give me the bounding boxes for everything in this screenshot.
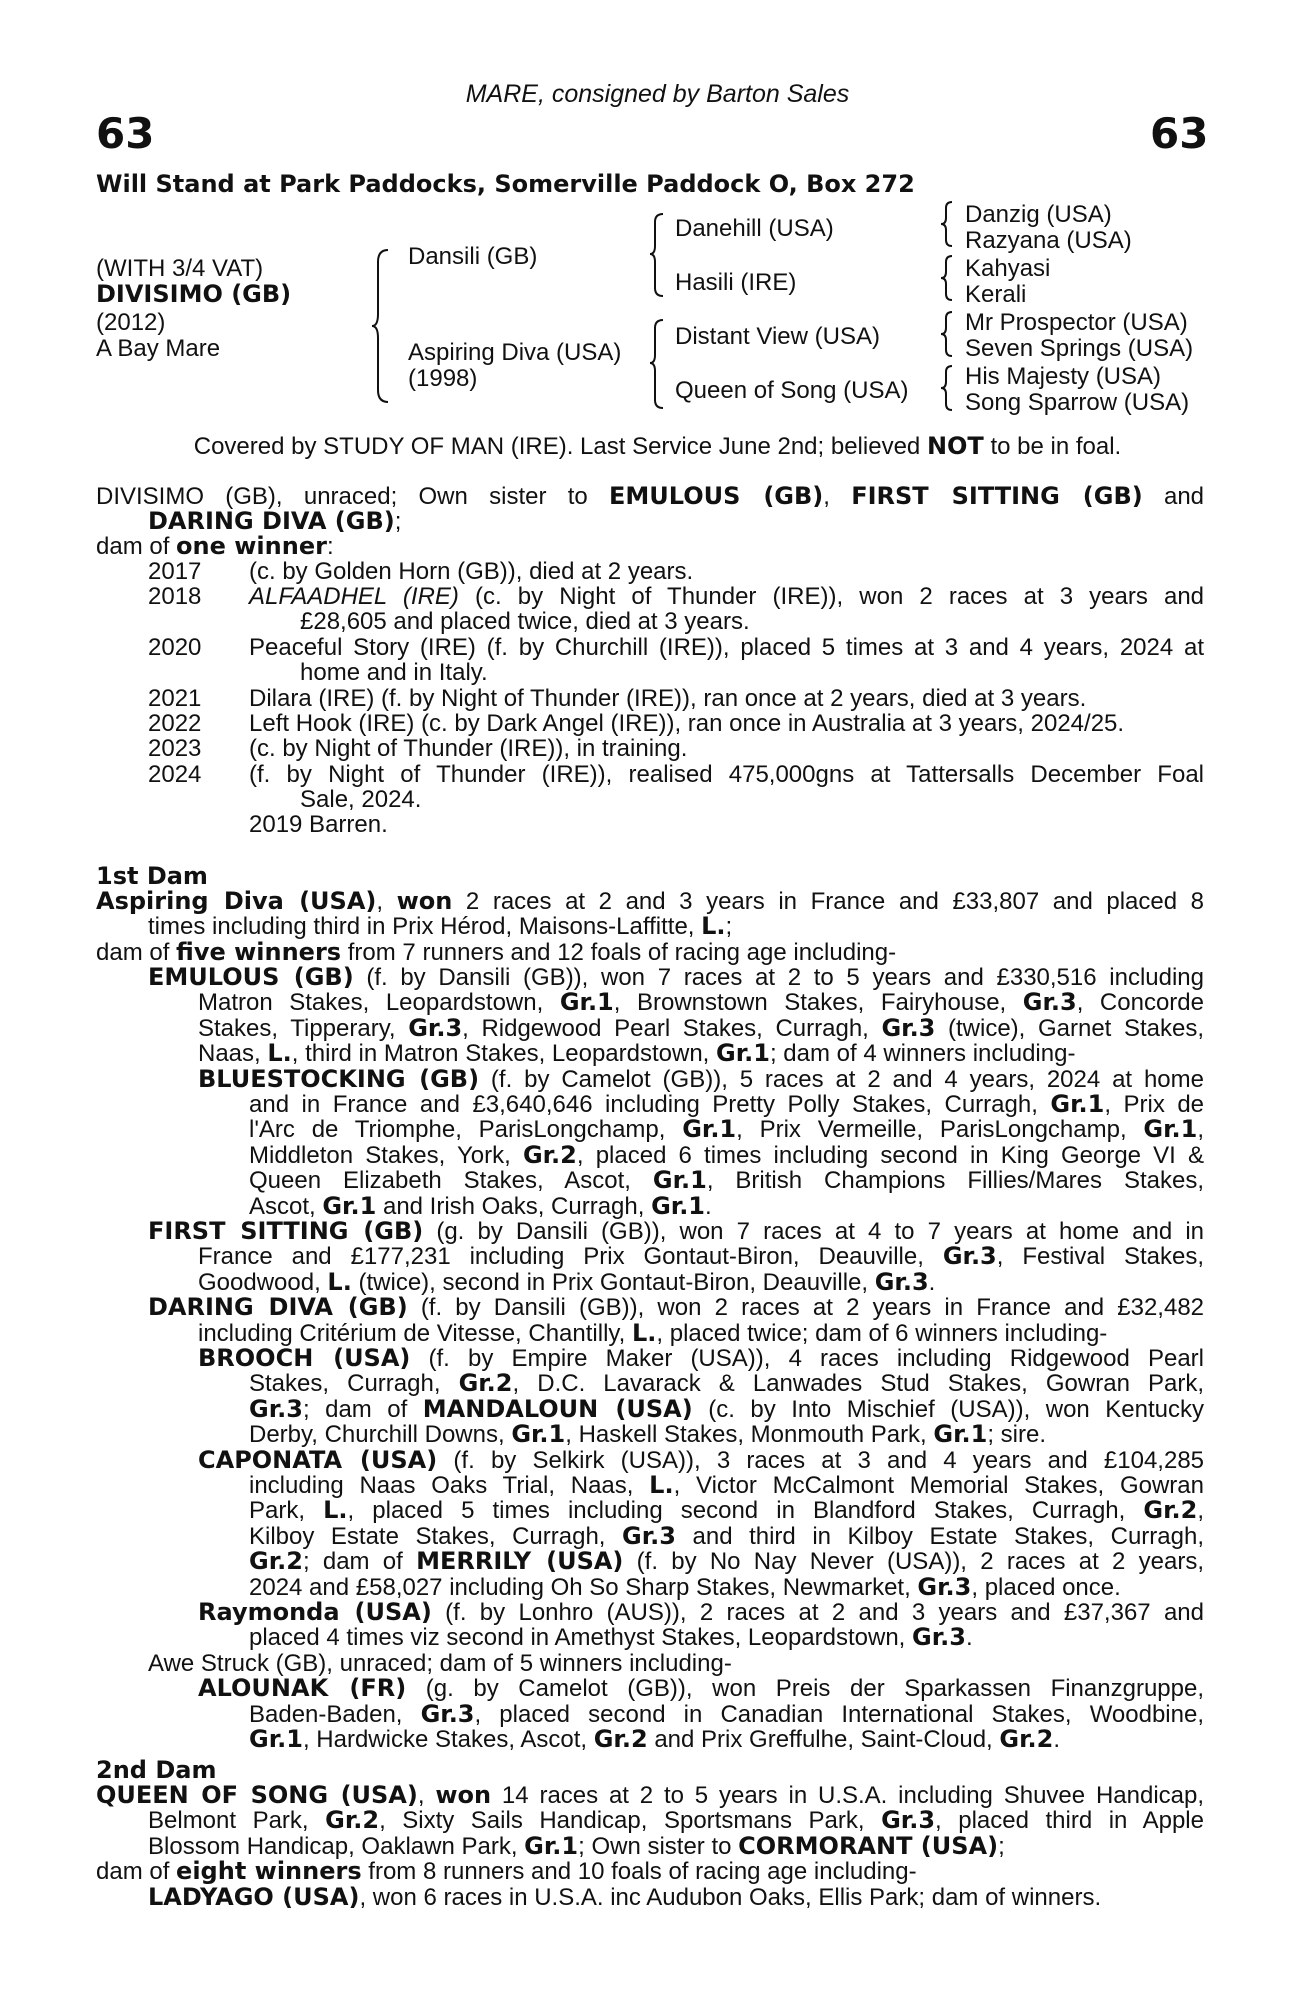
caponata-line-6: 2024 and £58,027 including Oh So Sharp Stakes, Newmarket, Gr.3, placed once.	[249, 1573, 1121, 1601]
raymonda-line-1: Raymonda (USA) (f. by Lonhro (AUS)), 2 races at 2 and 3 years and £37,367 and	[198, 1598, 1204, 1626]
horse-summary-line-2: DARING DIVA (GB);	[148, 507, 402, 535]
produce-entry-continued: Sale, 2024.	[300, 786, 422, 813]
pedigree-brace-main	[370, 248, 392, 404]
brooch-line-3: Gr.3; dam of MANDALOUN (USA) (c. by Into Mischief (USA)), won Kentucky	[249, 1395, 1204, 1423]
caponata-line-4: Kilboy Estate Stakes, Curragh, Gr.3 and third in Kilboy Estate Stakes, Curragh,	[249, 1522, 1205, 1550]
caponata-line-5: Gr.2; dam of MERRILY (USA) (f. by No Nay Never (USA)), 2 races at 2 years,	[249, 1547, 1204, 1575]
pedigree-brace-g4	[940, 364, 956, 412]
pedigree-g8: Song Sparrow (USA)	[965, 389, 1190, 416]
first-sitting-line-1: FIRST SITTING (GB) (g. by Dansili (GB)), won 7 races at 4 to 7 years at home and in	[148, 1217, 1204, 1245]
produce-entry-continued: home and in Italy.	[300, 659, 488, 686]
first-dam-line-1: Aspiring Diva (USA), won 2 races at 2 and 3 years in France and £33,807 and placed 8	[96, 887, 1204, 915]
produce-year: 2023	[148, 735, 202, 762]
second-dam-line-3: Blossom Handicap, Oaklawn Park, Gr.1; Own sister to CORMORANT (USA);	[148, 1832, 1005, 1860]
pedigree-sire-dam: Hasili (IRE)	[675, 269, 797, 296]
produce-year: 2017	[148, 558, 202, 585]
bluestocking-line-2: and in France and £3,640,646 including Pretty Polly Stakes, Curragh, Gr.1, Prix de	[249, 1090, 1205, 1118]
caponata-line-2: including Naas Oaks Trial, Naas, L., Victor McCalmont Memorial Stakes, Gowran	[249, 1471, 1204, 1499]
pedigree-g5: Mr Prospector (USA)	[965, 309, 1188, 336]
alounak-line-3: Gr.1, Hardwicke Stakes, Ascot, Gr.2 and Prix Greffulhe, Saint-Cloud, Gr.2.	[249, 1725, 1061, 1753]
caponata-line-3: Park, L., placed 5 times including second in Blandford Stakes, Curragh, Gr.2,	[249, 1496, 1205, 1524]
first-dam-heading: 1st Dam	[96, 862, 208, 890]
second-dam-heading: 2nd Dam	[96, 1756, 217, 1784]
lot-number-left: 63	[96, 109, 155, 158]
horse-summary-line-3: dam of one winner:	[96, 532, 334, 560]
second-dam-line-1: QUEEN OF SONG (USA), won 14 races at 2 to 5 years in U.S.A. including Shuvee Handicap,	[96, 1781, 1205, 1809]
pedigree-g3: Kahyasi	[965, 255, 1051, 282]
emulous-line-1: EMULOUS (GB) (f. by Dansili (GB)), won 7 races at 2 to 5 years and £330,516 including	[148, 963, 1204, 991]
produce-entry-continued: £28,605 and placed twice, died at 3 years.	[300, 608, 750, 635]
produce-year: 2020	[148, 634, 202, 661]
produce-entry: (c. by Night of Thunder (IRE)), in training.	[249, 735, 688, 762]
covering-note: Covered by STUDY OF MAN (IRE). Last Service June 2nd; believed NOT to be in foal.	[193, 432, 1122, 460]
bluestocking-line-1: BLUESTOCKING (GB) (f. by Camelot (GB)), 5 races at 2 and 4 years, 2024 at home	[198, 1065, 1204, 1093]
produce-entry: ALFAADHEL (IRE) (c. by Night of Thunder (IRE)), won 2 races at 3 years and	[249, 583, 1205, 610]
pedigree-brace-g1	[940, 200, 956, 248]
pedigree-g6: Seven Springs (USA)	[965, 335, 1194, 362]
pedigree-brace-sire	[649, 212, 667, 298]
pedigree-g2: Razyana (USA)	[965, 227, 1132, 254]
pedigree-sire: Dansili (GB)	[408, 243, 538, 270]
sale-subtitle: MARE, consigned by Barton Sales	[465, 80, 850, 108]
lot-number-right: 63	[1150, 109, 1209, 158]
pedigree-g4: Kerali	[965, 281, 1027, 308]
pedigree-dam: Aspiring Diva (USA)	[408, 339, 622, 366]
vat-note: (WITH 3/4 VAT)	[96, 255, 264, 282]
bluestocking-line-4: Middleton Stakes, York, Gr.2, placed 6 times including second in King George VI &	[249, 1141, 1205, 1169]
produce-year: 2024	[148, 761, 202, 788]
pedigree-dam-sire: Distant View (USA)	[675, 323, 880, 350]
horse-description: A Bay Mare	[96, 335, 221, 362]
produce-entry: Left Hook (IRE) (c. by Dark Angel (IRE)), ran once in Australia at 3 years, 2024/25.	[249, 710, 1125, 737]
raymonda-line-2: placed 4 times viz second in Amethyst Stakes, Leopardstown, Gr.3.	[249, 1623, 973, 1651]
produce-year: 2022	[148, 710, 202, 737]
produce-year: 2021	[148, 685, 202, 712]
second-dam-line-5: LADYAGO (USA), won 6 races in U.S.A. inc Audubon Oaks, Ellis Park; dam of winners.	[148, 1883, 1102, 1911]
pedigree-g1: Danzig (USA)	[965, 201, 1112, 228]
awe-struck-line: Awe Struck (GB), unraced; dam of 5 winners including-	[148, 1650, 732, 1677]
horse-summary-line-1: DIVISIMO (GB), unraced; Own sister to EMULOUS (GB), FIRST SITTING (GB) and	[96, 482, 1205, 510]
pedigree-dam-year: (1998)	[408, 365, 478, 392]
first-dam-line-2: times including third in Prix Hérod, Maisons-Laffitte, L.;	[148, 912, 733, 940]
emulous-line-4: Naas, L., third in Matron Stakes, Leopardstown, Gr.1; dam of 4 winners including-	[198, 1039, 1076, 1067]
stabling-location: Will Stand at Park Paddocks, Somerville Paddock O, Box 272	[96, 170, 915, 198]
bluestocking-line-5: Queen Elizabeth Stakes, Ascot, Gr.1, British Champions Fillies/Mares Stakes,	[249, 1166, 1204, 1194]
first-sitting-line-3: Goodwood, L. (twice), second in Prix Gontaut-Biron, Deauville, Gr.3.	[198, 1268, 936, 1296]
second-dam-line-2: Belmont Park, Gr.2, Sixty Sails Handicap, Sportsmans Park, Gr.3, placed third in Apple	[148, 1806, 1204, 1834]
caponata-line-1: CAPONATA (USA) (f. by Selkirk (USA)), 3 races at 3 and 4 years and £104,285	[198, 1446, 1205, 1474]
pedigree-brace-dam	[649, 318, 667, 410]
produce-entry: Dilara (IRE) (f. by Night of Thunder (IRE)), ran once at 2 years, died at 3 years.	[249, 685, 1087, 712]
barren-note: 2019 Barren.	[249, 811, 388, 838]
horse-year: (2012)	[96, 309, 166, 336]
horse-name: DIVISIMO (GB)	[96, 280, 292, 308]
emulous-line-3: Stakes, Tipperary, Gr.3, Ridgewood Pearl Stakes, Curragh, Gr.3 (twice), Garnet Stakes,	[198, 1014, 1204, 1042]
alounak-line-1: ALOUNAK (FR) (g. by Camelot (GB)), won Preis der Sparkassen Finanzgruppe,	[198, 1674, 1204, 1702]
daring-diva-line-1: DARING DIVA (GB) (f. by Dansili (GB)), won 2 races at 2 years in France and £32,482	[148, 1293, 1205, 1321]
pedigree-brace-g3	[940, 310, 956, 358]
second-dam-line-4: dam of eight winners from 8 runners and 10 foals of racing age including-	[96, 1857, 917, 1885]
brooch-line-4: Derby, Churchill Downs, Gr.1, Haskell Stakes, Monmouth Park, Gr.1; sire.	[249, 1420, 1047, 1448]
brooch-line-2: Stakes, Curragh, Gr.2, D.C. Lavarack & Lanwades Stud Stakes, Gowran Park,	[249, 1369, 1205, 1397]
produce-entry: (f. by Night of Thunder (IRE)), realised 475,000gns at Tattersalls December Foal	[249, 761, 1204, 788]
alounak-line-2: Baden-Baden, Gr.3, placed second in Canadian International Stakes, Woodbine,	[249, 1700, 1204, 1728]
pedigree-g7: His Majesty (USA)	[965, 363, 1162, 390]
pedigree-sire-sire: Danehill (USA)	[675, 215, 834, 242]
produce-year: 2018	[148, 583, 202, 610]
daring-diva-line-2: including Critérium de Vitesse, Chantilly, L., placed twice; dam of 6 winners including-	[198, 1319, 1108, 1347]
produce-entry: (c. by Golden Horn (GB)), died at 2 years.	[249, 558, 694, 585]
pedigree-dam-dam: Queen of Song (USA)	[675, 377, 909, 404]
produce-entry: Peaceful Story (IRE) (f. by Churchill (IRE)), placed 5 times at 3 and 4 years, 2024 at	[249, 634, 1204, 661]
pedigree-brace-g2	[940, 254, 956, 302]
emulous-line-2: Matron Stakes, Leopardstown, Gr.1, Brownstown Stakes, Fairyhouse, Gr.3, Concorde	[198, 988, 1204, 1016]
first-sitting-line-2: France and £177,231 including Prix Gontaut-Biron, Deauville, Gr.3, Festival Stakes,	[198, 1242, 1204, 1270]
brooch-line-1: BROOCH (USA) (f. by Empire Maker (USA)), 4 races including Ridgewood Pearl	[198, 1344, 1204, 1372]
bluestocking-line-6: Ascot, Gr.1 and Irish Oaks, Curragh, Gr.1.	[249, 1192, 712, 1220]
bluestocking-line-3: l'Arc de Triomphe, ParisLongchamp, Gr.1, Prix Vermeille, ParisLongchamp, Gr.1,	[249, 1115, 1204, 1143]
first-dam-line-3: dam of five winners from 7 runners and 12 foals of racing age including-	[96, 938, 897, 966]
